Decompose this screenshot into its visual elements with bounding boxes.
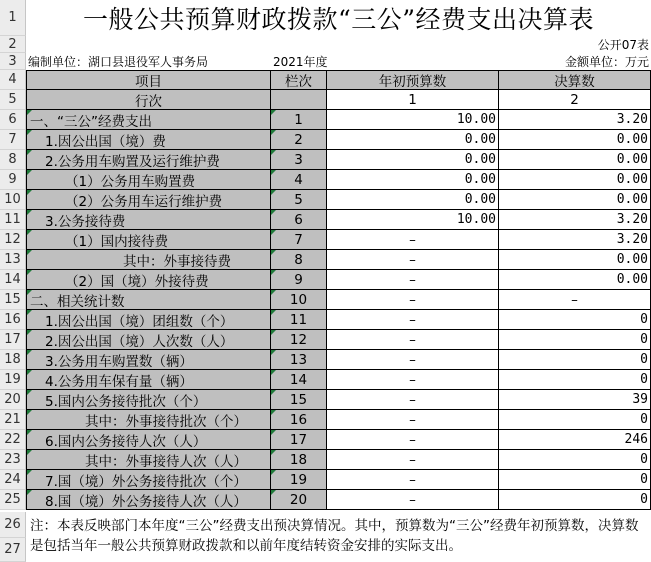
row-item-name[interactable]: 3.公务接待费 (26, 210, 271, 230)
row-col-no[interactable]: 15 (271, 390, 327, 410)
amount-unit[interactable]: 金额单位：万元 (564, 55, 649, 69)
row-budget-value[interactable]: – (327, 390, 499, 410)
table-row (26, 110, 651, 130)
row-final-value[interactable]: 0 (499, 350, 651, 370)
table-title[interactable]: 一般公共预算财政拨款“三公”经费支出决算表 (82, 5, 595, 34)
row-col-no[interactable]: 7 (271, 230, 327, 250)
row-header[interactable]: 23 (0, 450, 26, 470)
row-budget-value[interactable]: – (327, 310, 499, 330)
row-final-value[interactable]: 3.20 (499, 210, 651, 230)
row-header[interactable]: 11 (0, 210, 26, 230)
row-col-no[interactable]: 13 (271, 350, 327, 370)
row-col-no[interactable]: 17 (271, 430, 327, 450)
row-header[interactable]: 7 (0, 130, 26, 150)
row-col-no[interactable]: 18 (271, 450, 327, 470)
row-item-name[interactable]: （2）国（境）外接待费 (26, 270, 271, 290)
table-row (26, 150, 651, 170)
row-final-value[interactable]: 3.20 (499, 230, 651, 250)
row-budget-value[interactable]: – (327, 490, 499, 510)
row-col-no[interactable]: 20 (271, 490, 327, 510)
row-item-name[interactable]: 6.国内公务接待人次（人） (26, 430, 271, 450)
row-header[interactable]: 9 (0, 170, 26, 190)
row-final-value[interactable]: 0.00 (499, 130, 651, 150)
subheader-budget[interactable]: 1 (327, 90, 499, 110)
row-col-no[interactable]: 14 (271, 370, 327, 390)
row-col-no[interactable]: 6 (271, 210, 327, 230)
table-row (26, 410, 651, 430)
header-budget[interactable]: 年初预算数 (327, 71, 499, 90)
subheader-row (26, 90, 651, 110)
row-item-name[interactable]: 2.公务用车购置及运行维护费 (26, 150, 271, 170)
row-item-name[interactable]: 其中：外事接待费 (26, 250, 271, 270)
row-item-name[interactable]: （2）公务用车运行维护费 (26, 190, 271, 210)
row-col-no[interactable]: 16 (271, 410, 327, 430)
row-budget-value[interactable]: – (327, 350, 499, 370)
table-row (26, 130, 651, 150)
header-final[interactable]: 决算数 (499, 71, 651, 90)
row-final-value[interactable]: 0 (499, 450, 651, 470)
note-row (26, 512, 651, 562)
row-final-value[interactable]: 3.20 (499, 110, 651, 130)
subheader-final[interactable]: 2 (499, 90, 651, 110)
row-budget-value[interactable]: – (327, 330, 499, 350)
row-item-name[interactable]: （1）国内接待费 (26, 230, 271, 250)
row-budget-value[interactable]: 0.00 (327, 170, 499, 190)
row-item-name[interactable]: 7.国（境）外公务接待批次（个） (26, 470, 271, 490)
row-header[interactable]: 13 (0, 250, 26, 270)
row-header[interactable]: 16 (0, 310, 26, 330)
row-header[interactable]: 3 (0, 53, 26, 70)
row-col-no[interactable]: 2 (271, 130, 327, 150)
row-col-no[interactable]: 12 (271, 330, 327, 350)
row-header[interactable]: 2 (0, 36, 26, 53)
subheader-col-no[interactable] (271, 90, 327, 110)
table-row (26, 470, 651, 490)
row-final-value[interactable]: 0 (499, 490, 651, 510)
row-final-value[interactable]: 0.00 (499, 150, 651, 170)
row-item-name[interactable]: 1.因公出国（境）费 (26, 130, 271, 150)
table-note[interactable]: 注：本表反映部门本年度“三公”经费支出预决算情况。其中，预算数为“三公”经费年初预算数，决算数是包括当年一般公共预算财政拨款和以前年度结转资金安排的实际支出。 (30, 518, 639, 554)
row-header[interactable]: 26 (0, 512, 26, 538)
table-row (26, 370, 651, 390)
row-col-no[interactable]: 10 (271, 290, 327, 310)
row-budget-value[interactable]: 10.00 (327, 210, 499, 230)
row-item-name[interactable]: 二、相关统计数 (26, 290, 271, 310)
row-item-name[interactable]: 8.国（境）外公务接待人次（人） (26, 490, 271, 510)
row-col-no[interactable]: 9 (271, 270, 327, 290)
table-row (26, 190, 651, 210)
title-row (26, 0, 651, 36)
row-final-value[interactable]: 0.00 (499, 190, 651, 210)
row-header[interactable]: 4 (0, 70, 26, 90)
row-budget-value[interactable]: – (327, 430, 499, 450)
row-budget-value[interactable]: 0.00 (327, 150, 499, 170)
table-row (26, 210, 651, 230)
row-col-no[interactable]: 5 (271, 190, 327, 210)
form-code[interactable]: 公开07表 (597, 38, 649, 52)
table-row (26, 390, 651, 410)
row-budget-value[interactable]: – (327, 270, 499, 290)
row-header[interactable]: 10 (0, 190, 26, 210)
row-final-value[interactable]: 0.00 (499, 250, 651, 270)
row-header[interactable]: 6 (0, 110, 26, 130)
row-item-name[interactable]: 1.因公出国（境）团组数（个） (26, 310, 271, 330)
row-final-value[interactable]: 0 (499, 410, 651, 430)
year-label[interactable]: 2021年度 (273, 55, 328, 69)
row-header[interactable]: 14 (0, 270, 26, 290)
row-col-no[interactable]: 4 (271, 170, 327, 190)
row-final-value[interactable]: – (499, 290, 651, 310)
row-final-value[interactable]: 0 (499, 470, 651, 490)
row-item-name[interactable]: 4.公务用车保有量（辆） (26, 370, 271, 390)
row-budget-value[interactable]: 0.00 (327, 190, 499, 210)
table-row (26, 450, 651, 470)
row-header[interactable]: 17 (0, 330, 26, 350)
row-item-name[interactable]: 其中：外事接待人次（人） (26, 450, 271, 470)
row-item-name[interactable]: 3.公务用车购置数（辆） (26, 350, 271, 370)
header-item[interactable]: 项目 (26, 71, 271, 90)
table-row (26, 290, 651, 310)
row-item-name[interactable]: （1）公务用车购置费 (26, 170, 271, 190)
row-item-name[interactable]: 5.国内公务接待批次（个） (26, 390, 271, 410)
row-header[interactable]: 1 (0, 0, 26, 36)
row-final-value[interactable]: 0 (499, 370, 651, 390)
row-header[interactable]: 20 (0, 390, 26, 410)
table-row (26, 250, 651, 270)
row-header[interactable]: 22 (0, 430, 26, 450)
row-header[interactable]: 19 (0, 370, 26, 390)
row-col-no[interactable]: 19 (271, 470, 327, 490)
row-budget-value[interactable]: – (327, 230, 499, 250)
table-row (26, 490, 651, 510)
table-row (26, 330, 651, 350)
row-budget-value[interactable]: 10.00 (327, 110, 499, 130)
row-budget-value[interactable]: – (327, 370, 499, 390)
row-col-no[interactable]: 8 (271, 250, 327, 270)
row-col-no[interactable]: 1 (271, 110, 327, 130)
row-header[interactable]: 15 (0, 290, 26, 310)
row-header[interactable]: 21 (0, 410, 26, 430)
form-code-row (26, 36, 651, 53)
row-header[interactable]: 24 (0, 470, 26, 490)
row-budget-value[interactable]: – (327, 470, 499, 490)
row-header[interactable]: 12 (0, 230, 26, 250)
row-final-value[interactable]: 39 (499, 390, 651, 410)
table-row (26, 270, 651, 290)
header-row (26, 70, 651, 90)
row-budget-value[interactable]: 0.00 (327, 130, 499, 150)
row-item-name[interactable]: 一、“三公”经费支出 (26, 110, 271, 130)
row-final-value[interactable]: 246 (499, 430, 651, 450)
row-budget-value[interactable]: – (327, 410, 499, 430)
row-budget-value[interactable]: – (327, 450, 499, 470)
unit-row (26, 53, 651, 70)
row-col-no[interactable]: 3 (271, 150, 327, 170)
row-final-value[interactable]: 0.00 (499, 270, 651, 290)
table-row (26, 230, 651, 250)
table-row (26, 170, 651, 190)
row-final-value[interactable]: 0 (499, 310, 651, 330)
row-header[interactable]: 18 (0, 350, 26, 370)
unit-label[interactable]: 编制单位：湖口县退役军人事务局 (28, 55, 209, 69)
row-final-value[interactable]: 0 (499, 330, 651, 350)
row-budget-value[interactable]: – (327, 290, 499, 310)
table-row (26, 430, 651, 450)
table-row (26, 350, 651, 370)
row-header[interactable]: 27 (0, 538, 26, 562)
subheader-item[interactable]: 行次 (26, 90, 271, 110)
row-col-no[interactable]: 11 (271, 310, 327, 330)
row-header[interactable]: 25 (0, 490, 26, 510)
table-row (26, 310, 651, 330)
row-budget-value[interactable]: – (327, 250, 499, 270)
row-header[interactable]: 8 (0, 150, 26, 170)
header-col-no[interactable]: 栏次 (271, 71, 327, 90)
row-final-value[interactable]: 0.00 (499, 170, 651, 190)
row-item-name[interactable]: 其中：外事接待批次（个） (26, 410, 271, 430)
row-header[interactable]: 5 (0, 90, 26, 110)
row-item-name[interactable]: 2.因公出国（境）人次数（人） (26, 330, 271, 350)
